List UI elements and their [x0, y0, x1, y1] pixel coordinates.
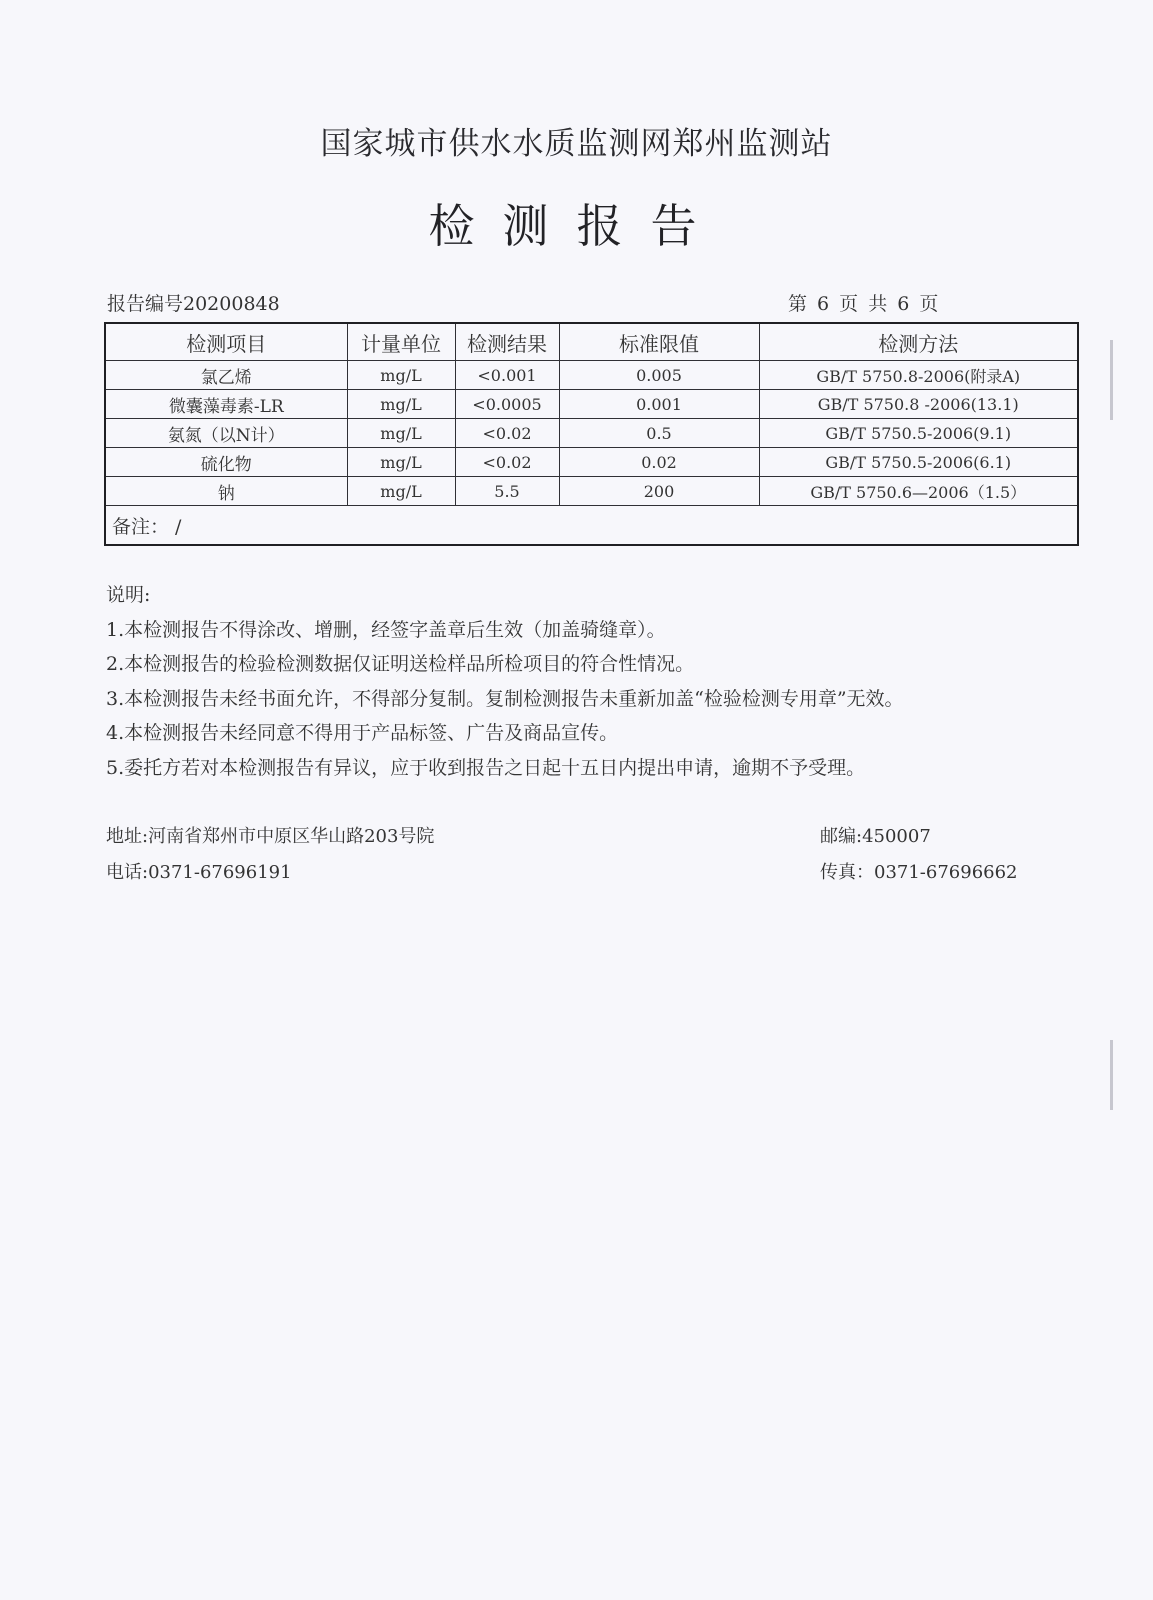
note-item: 1.本检测报告不得涂改、增删，经签字盖章后生效（加盖骑缝章）。 — [106, 618, 666, 641]
table-header-row — [105, 323, 1078, 361]
cell-unit: mg/L — [347, 448, 455, 477]
report-number: 报告编号20200848 — [107, 293, 280, 315]
table-row — [105, 390, 1078, 419]
fax-text: 传真：0371-67696662 — [820, 862, 1018, 883]
note-item: 3.本检测报告未经书面允许，不得部分复制。复制检测报告未重新加盖“检验检测专用章”无效。 — [106, 687, 904, 710]
note-item: 4.本检测报告未经同意不得用于产品标签、广告及商品宣传。 — [106, 722, 619, 744]
cell-method: GB/T 5750.8 -2006(13.1) — [759, 390, 1078, 419]
scan-edge-mark — [1110, 340, 1113, 420]
cell-unit: mg/L — [347, 361, 455, 390]
table-row — [105, 448, 1078, 477]
phone-text: 电话:0371-67696191 — [106, 862, 292, 883]
cell-limit: 0.5 — [559, 419, 759, 448]
table-row — [105, 361, 1078, 390]
cell-item: 氨氮（以N计） — [105, 419, 347, 448]
report-title: 检测报告 — [428, 199, 725, 253]
cell-limit: 200 — [559, 477, 759, 506]
cell-unit: mg/L — [347, 477, 455, 506]
cell-item: 微囊藻毒素-LR — [105, 390, 347, 419]
notes-section — [106, 578, 1056, 785]
cell-method: GB/T 5750.5-2006(6.1) — [759, 448, 1078, 477]
table-row — [105, 419, 1078, 448]
column-header-method: 检测方法 — [759, 323, 1078, 361]
results-table-container — [104, 322, 1077, 546]
address-text: 地址:河南省郑州市中原区华山路203号院 — [106, 826, 435, 847]
column-header-result: 检测结果 — [455, 323, 559, 361]
postcode-text: 邮编:450007 — [820, 826, 931, 847]
organization-name: 国家城市供水水质监测网郑州监测站 — [320, 126, 833, 162]
cell-method: GB/T 5750.6—2006（1.5） — [759, 477, 1078, 506]
remark-row — [105, 506, 1078, 546]
cell-limit: 0.02 — [559, 448, 759, 477]
scan-edge-mark — [1110, 1040, 1113, 1110]
table-row — [105, 477, 1078, 506]
cell-result: <0.0005 — [455, 390, 559, 419]
column-header-unit: 计量单位 — [347, 323, 455, 361]
notes-heading: 说明: — [106, 584, 151, 606]
column-header-limit: 标准限值 — [559, 323, 759, 361]
note-item: 5.委托方若对本检测报告有异议，应于收到报告之日起十五日内提出申请，逾期不予受理。 — [106, 756, 866, 779]
note-item: 2.本检测报告的检验检测数据仅证明送检样品所检项目的符合性情况。 — [106, 653, 695, 675]
results-table — [104, 322, 1079, 546]
cell-result: <0.001 — [455, 361, 559, 390]
cell-item: 硫化物 — [105, 448, 347, 477]
cell-unit: mg/L — [347, 390, 455, 419]
cell-result: 5.5 — [455, 477, 559, 506]
cell-method: GB/T 5750.5-2006(9.1) — [759, 419, 1078, 448]
page-indicator: 第 6 页 共 6 页 — [788, 293, 941, 315]
cell-unit: mg/L — [347, 419, 455, 448]
cell-result: <0.02 — [455, 419, 559, 448]
remark-cell: 备注： / — [105, 506, 1078, 546]
cell-item: 氯乙烯 — [105, 361, 347, 390]
cell-item: 钠 — [105, 477, 347, 506]
cell-method: GB/T 5750.8-2006(附录A) — [759, 361, 1078, 390]
cell-limit: 0.001 — [559, 390, 759, 419]
cell-limit: 0.005 — [559, 361, 759, 390]
column-header-item: 检测项目 — [105, 323, 347, 361]
cell-result: <0.02 — [455, 448, 559, 477]
